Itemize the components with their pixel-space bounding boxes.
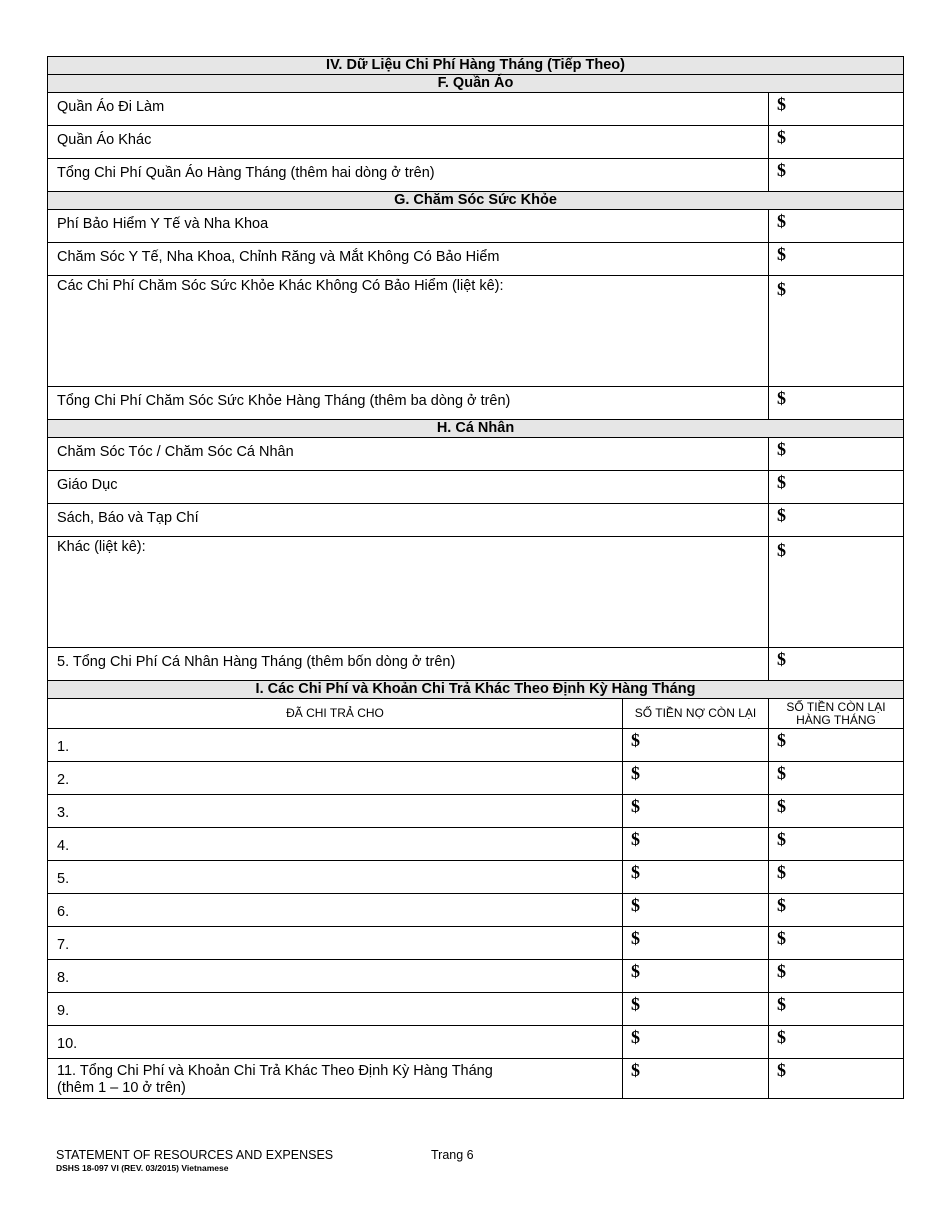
balance-field[interactable]: [623, 993, 769, 1026]
paid-to-field[interactable]: 7.: [48, 927, 623, 960]
amount-field[interactable]: [769, 159, 904, 192]
row-label: 5. Tổng Chi Phí Cá Nhân Hàng Tháng (thêm bốn dòng ở trên): [48, 648, 769, 681]
row-label: [48, 1059, 623, 1099]
paid-to-field[interactable]: 1.: [48, 729, 623, 762]
clothing-total-row: [48, 159, 904, 192]
page-number: Trang 6: [431, 1148, 474, 1162]
monthly-field[interactable]: [769, 993, 904, 1026]
dollar-sign: $: [631, 895, 640, 915]
row-label: Sách, Báo và Tạp Chí: [48, 504, 769, 537]
dollar-sign: $: [777, 862, 786, 882]
balance-field[interactable]: [623, 894, 769, 927]
monthly-field[interactable]: [769, 1059, 904, 1099]
dollar-sign: $: [777, 472, 786, 492]
monthly-field[interactable]: [769, 894, 904, 927]
balance-field[interactable]: [623, 729, 769, 762]
dollar-sign: $: [631, 1060, 640, 1080]
dollar-sign: $: [631, 829, 640, 849]
dollar-sign: $: [777, 279, 786, 299]
form-title: IV. Dữ Liệu Chi Phí Hàng Tháng (Tiếp Theo): [48, 57, 904, 75]
health-total-row: [48, 387, 904, 420]
periodic-expense-row: [48, 894, 904, 927]
monthly-field[interactable]: [769, 960, 904, 993]
monthly-field[interactable]: [769, 762, 904, 795]
amount-field[interactable]: [769, 504, 904, 537]
section-f-heading: F. Quần Áo: [48, 75, 904, 93]
dollar-sign: $: [777, 796, 786, 816]
amount-field[interactable]: [769, 276, 904, 387]
dollar-sign: $: [777, 94, 786, 114]
amount-field[interactable]: [769, 387, 904, 420]
footer-form-number: DSHS 18-097 VI (REV. 03/2015) Vietnamese: [56, 1163, 229, 1173]
dollar-sign: $: [631, 763, 640, 783]
monthly-field[interactable]: [769, 795, 904, 828]
paid-to-field[interactable]: 9.: [48, 993, 623, 1026]
dollar-sign: $: [777, 244, 786, 264]
amount-field[interactable]: [769, 438, 904, 471]
balance-field[interactable]: [623, 960, 769, 993]
dollar-sign: $: [777, 439, 786, 459]
section-h-heading: H. Cá Nhân: [48, 420, 904, 438]
health-uninsured-row: [48, 243, 904, 276]
clothing-other-row: [48, 126, 904, 159]
dollar-sign: $: [777, 540, 786, 560]
balance-field[interactable]: [623, 828, 769, 861]
dollar-sign: $: [631, 928, 640, 948]
amount-field[interactable]: [769, 648, 904, 681]
periodic-expense-row: [48, 729, 904, 762]
periodic-total-row: [48, 1059, 904, 1099]
dollar-sign: $: [777, 388, 786, 408]
dollar-sign: $: [777, 160, 786, 180]
col-balance: SỐ TIỀN NỢ CÒN LẠI: [623, 699, 769, 729]
health-other-row: [48, 276, 904, 387]
paid-to-field[interactable]: 2.: [48, 762, 623, 795]
personal-other-row: [48, 537, 904, 648]
paid-to-field[interactable]: 4.: [48, 828, 623, 861]
balance-field[interactable]: [623, 861, 769, 894]
periodic-expense-row: [48, 993, 904, 1026]
dollar-sign: $: [777, 1027, 786, 1047]
health-insurance-row: [48, 210, 904, 243]
paid-to-field[interactable]: 8.: [48, 960, 623, 993]
periodic-expense-row: [48, 861, 904, 894]
expense-table: [47, 56, 904, 1099]
periodic-expense-row: [48, 828, 904, 861]
books-row: [48, 504, 904, 537]
row-label: Phí Bảo Hiểm Y Tế và Nha Khoa: [48, 210, 769, 243]
amount-field[interactable]: [769, 243, 904, 276]
dollar-sign: $: [777, 1060, 786, 1080]
dollar-sign: $: [631, 1027, 640, 1047]
monthly-field[interactable]: [769, 729, 904, 762]
monthly-field[interactable]: [769, 1026, 904, 1059]
total-line-1: 11. Tổng Chi Phí và Khoản Chi Trả Khác Theo Định Kỳ Hàng Tháng: [57, 1063, 493, 1079]
row-label: Quần Áo Khác: [48, 126, 769, 159]
dollar-sign: $: [631, 796, 640, 816]
paid-to-field[interactable]: 3.: [48, 795, 623, 828]
total-line-2: (thêm 1 – 10 ở trên): [57, 1080, 186, 1096]
balance-field[interactable]: [623, 1026, 769, 1059]
periodic-expense-row: [48, 762, 904, 795]
dollar-sign: $: [631, 862, 640, 882]
dollar-sign: $: [777, 961, 786, 981]
dollar-sign: $: [777, 730, 786, 750]
dollar-sign: $: [777, 127, 786, 147]
dollar-sign: $: [777, 928, 786, 948]
paid-to-field[interactable]: 5.: [48, 861, 623, 894]
periodic-expense-row: [48, 960, 904, 993]
personal-total-row: [48, 648, 904, 681]
section-i-heading: I. Các Chi Phí và Khoản Chi Trả Khác Theo Định Kỳ Hàng Tháng: [48, 681, 904, 699]
row-label: Chăm Sóc Y Tế, Nha Khoa, Chỉnh Răng và Mắt Không Có Bảo Hiểm: [48, 243, 769, 276]
amount-field[interactable]: [769, 210, 904, 243]
personal-care-row: [48, 438, 904, 471]
dollar-sign: $: [777, 895, 786, 915]
dollar-sign: $: [777, 211, 786, 231]
dollar-sign: $: [631, 994, 640, 1014]
paid-to-field[interactable]: 10.: [48, 1026, 623, 1059]
education-row: [48, 471, 904, 504]
row-label: Tổng Chi Phí Chăm Sóc Sức Khỏe Hàng Tháng (thêm ba dòng ở trên): [48, 387, 769, 420]
periodic-expense-row: [48, 927, 904, 960]
section-g-heading: G. Chăm Sóc Sức Khỏe: [48, 192, 904, 210]
dollar-sign: $: [631, 961, 640, 981]
amount-field[interactable]: [769, 126, 904, 159]
amount-field[interactable]: [769, 93, 904, 126]
amount-field[interactable]: [769, 537, 904, 648]
dollar-sign: $: [777, 829, 786, 849]
monthly-field[interactable]: [769, 828, 904, 861]
balance-field[interactable]: [623, 762, 769, 795]
dollar-sign: $: [777, 505, 786, 525]
balance-field[interactable]: [623, 927, 769, 960]
row-label: Quần Áo Đi Làm: [48, 93, 769, 126]
row-label: Chăm Sóc Tóc / Chăm Sóc Cá Nhân: [48, 438, 769, 471]
dollar-sign: $: [777, 994, 786, 1014]
dollar-sign: $: [631, 730, 640, 750]
dollar-sign: $: [777, 649, 786, 669]
dollar-sign: $: [777, 763, 786, 783]
footer: [56, 1148, 333, 1173]
periodic-expense-row: [48, 795, 904, 828]
row-label: Giáo Dục: [48, 471, 769, 504]
row-label[interactable]: Khác (liệt kê):: [48, 537, 769, 648]
amount-field[interactable]: [769, 471, 904, 504]
clothing-work-row: [48, 93, 904, 126]
expense-form: [47, 56, 903, 1099]
row-label[interactable]: Các Chi Phí Chăm Sóc Sức Khỏe Khác Không Có Bảo Hiểm (liệt kê):: [48, 276, 769, 387]
monthly-field[interactable]: [769, 927, 904, 960]
row-label: Tổng Chi Phí Quần Áo Hàng Tháng (thêm hai dòng ở trên): [48, 159, 769, 192]
monthly-field[interactable]: [769, 861, 904, 894]
paid-to-field[interactable]: 6.: [48, 894, 623, 927]
balance-field[interactable]: [623, 1059, 769, 1099]
col-paid-to: ĐÃ CHI TRẢ CHO: [48, 699, 623, 729]
section-i-column-header: [48, 699, 904, 729]
col-monthly: SỐ TIỀN CÒN LẠI HÀNG THÁNG: [769, 699, 904, 729]
footer-title: STATEMENT OF RESOURCES AND EXPENSES: [56, 1148, 334, 1162]
periodic-expense-row: [48, 1026, 904, 1059]
balance-field[interactable]: [623, 795, 769, 828]
